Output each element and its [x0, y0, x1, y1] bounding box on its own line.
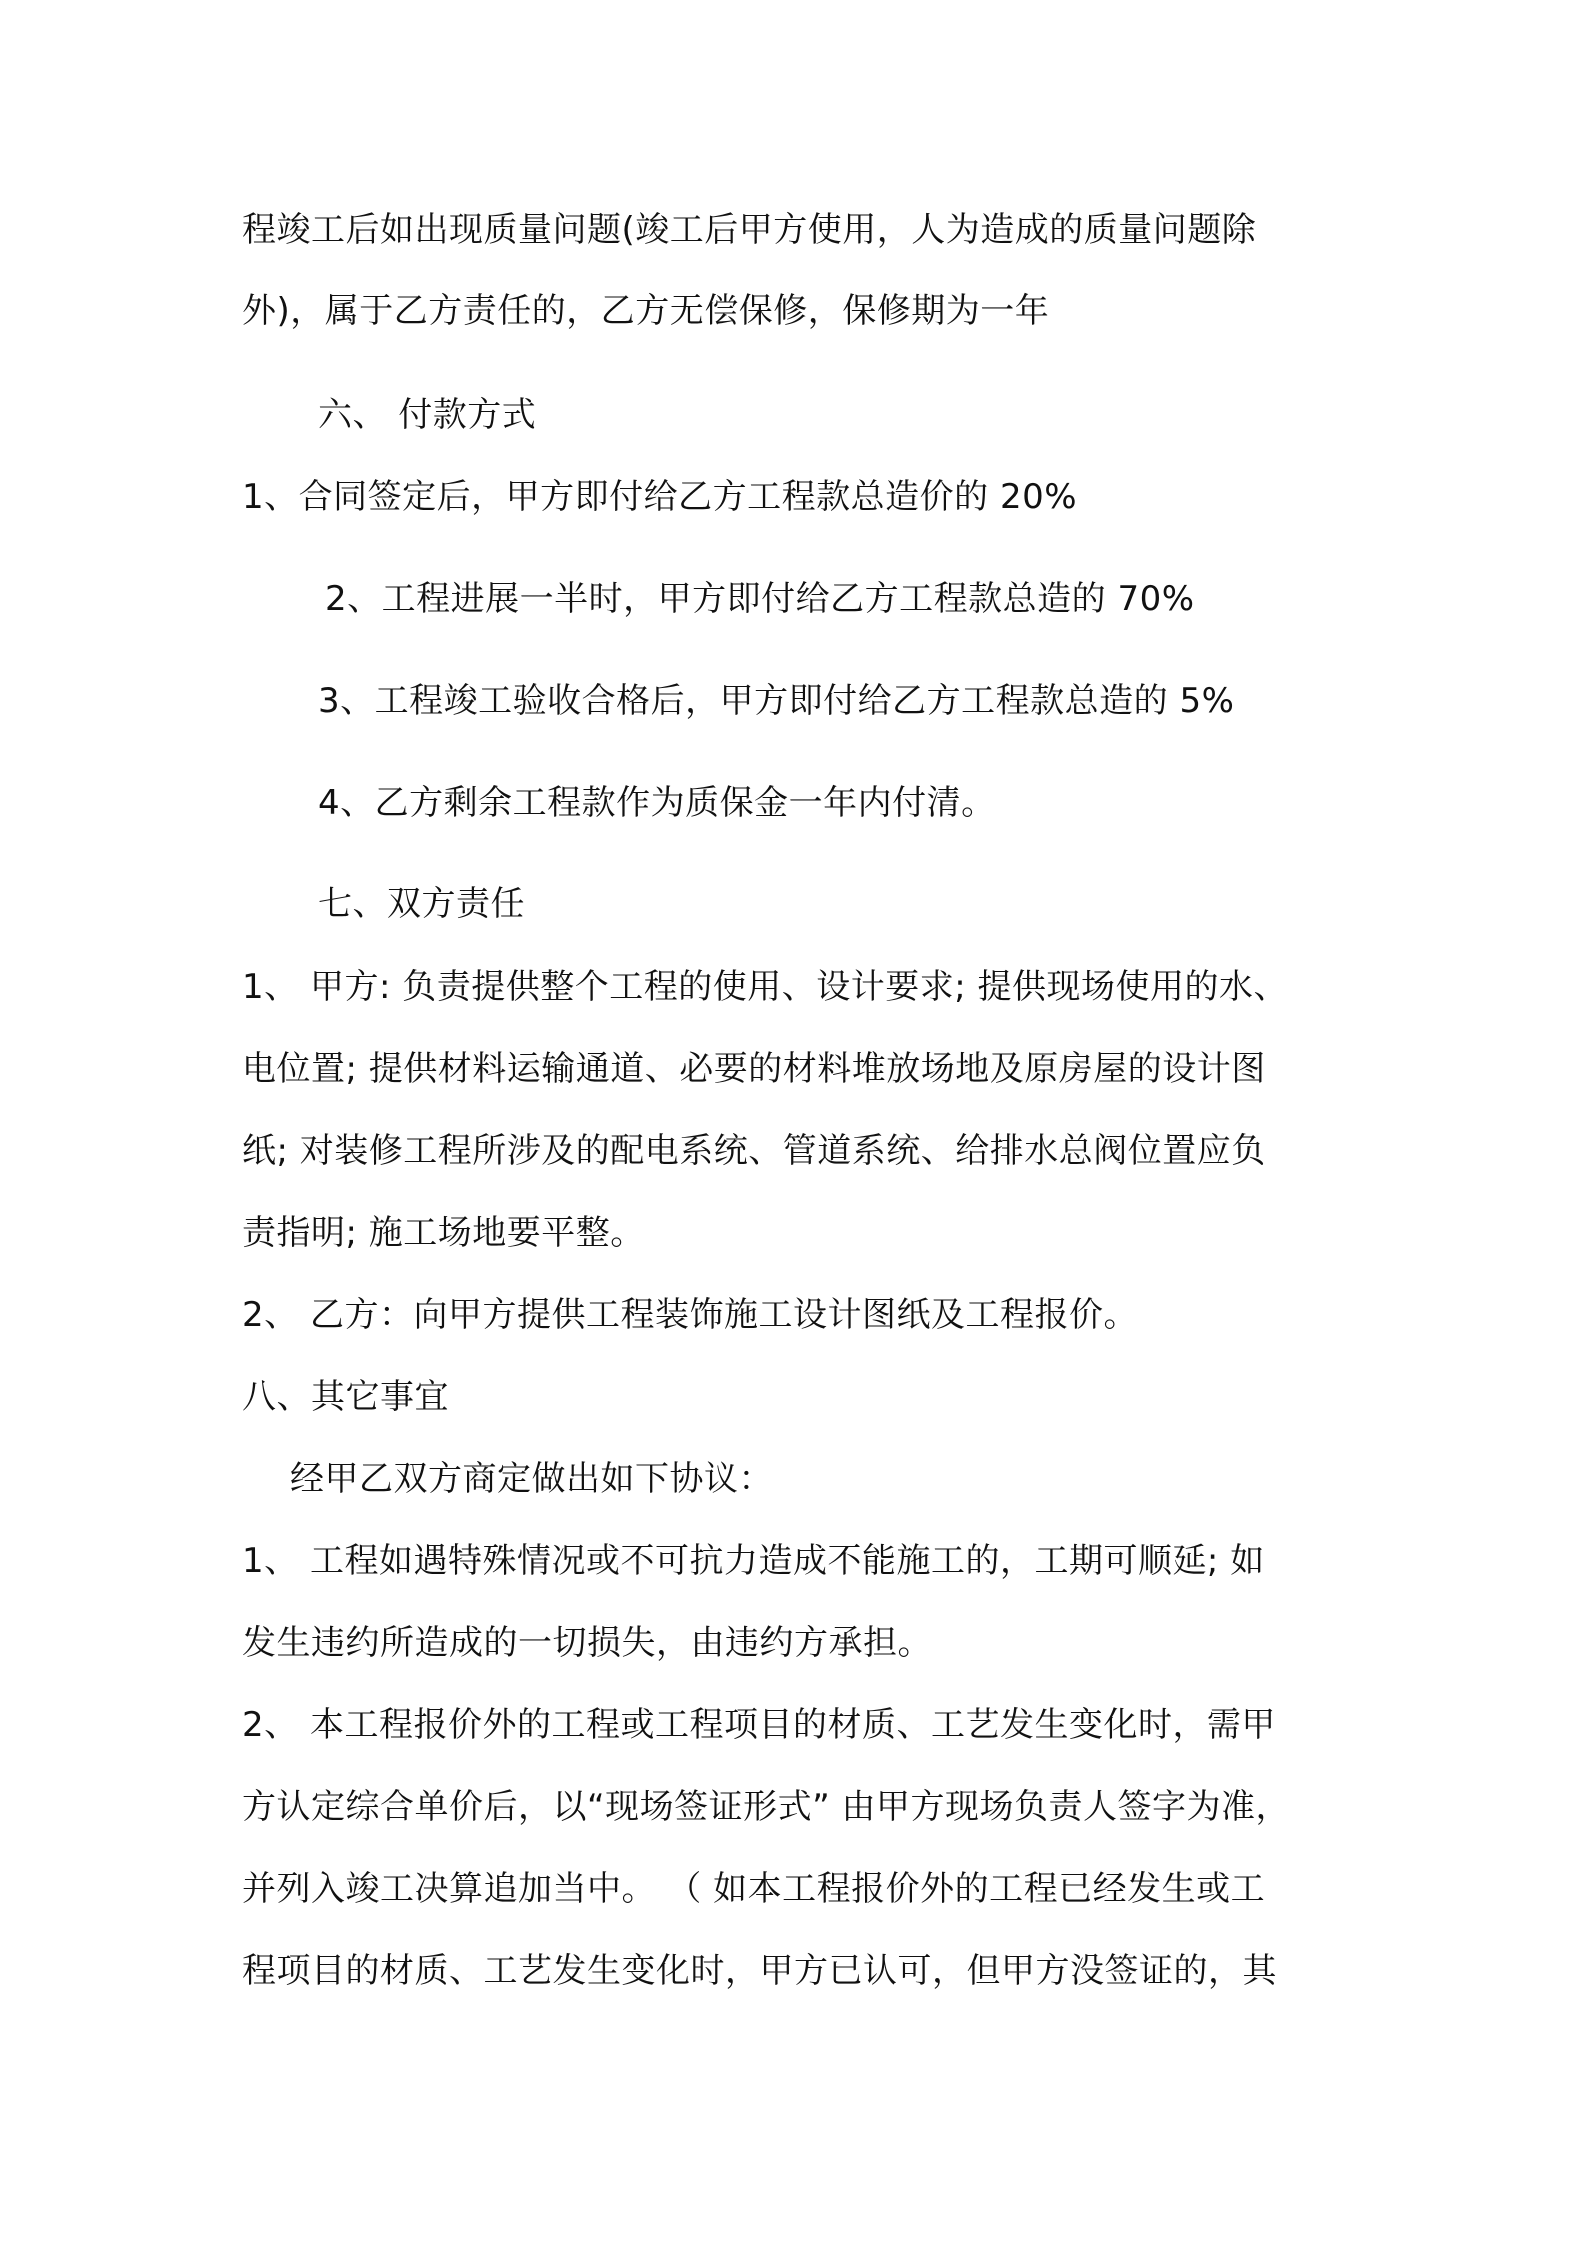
text-line-10: 电位置; 提供材料运输通道、必要的材料堆放场地及原房屋的设计图: [242, 1049, 1266, 1089]
text-line-15: 经甲乙双方商定做出如下协议：: [290, 1459, 773, 1499]
section-heading-payment: 六、 付款方式: [318, 395, 537, 435]
text-line-9: 1、 甲方: 负责提供整个工程的使用、设计要求; 提供现场使用的水、: [242, 967, 1288, 1007]
text-line-20: 并列入竣工决算追加当中。 （ 如本工程报价外的工程已经发生或工: [242, 1869, 1266, 1909]
text-line-11: 纸; 对装修工程所涉及的配电系统、管道系统、给排水总阀位置应负: [242, 1131, 1266, 1171]
text-line-5: 2、工程进展一半时，甲方即付给乙方工程款总造的 70%: [325, 579, 1195, 619]
text-line-12: 责指明; 施工场地要平整。: [242, 1213, 645, 1253]
text-line-2: 外)，属于乙方责任的，乙方无偿保修，保修期为一年: [242, 291, 1050, 331]
text-line-1: 程竣工后如出现质量问题(竣工后甲方使用，人为造成的质量问题除: [242, 210, 1257, 250]
text-line-4: 1、合同签定后，甲方即付给乙方工程款总造价的 20%: [242, 477, 1078, 517]
text-line-7: 4、乙方剩余工程款作为质保金一年内付清。: [318, 783, 996, 823]
section-heading-other: 八、其它事宜: [242, 1377, 449, 1417]
text-line-16: 1、 工程如遇特殊情况或不可抗力造成不能施工的，工期可顺延; 如: [242, 1541, 1265, 1581]
text-line-13: 2、 乙方：向甲方提供工程装饰施工设计图纸及工程报价。: [242, 1295, 1138, 1335]
text-line-6: 3、工程竣工验收合格后，甲方即付给乙方工程款总造的 5%: [318, 681, 1235, 721]
section-heading-responsibilities: 七、双方责任: [318, 884, 525, 924]
text-line-21: 程项目的材质、工艺发生变化时，甲方已认可，但甲方没签证的，其: [242, 1951, 1277, 1991]
text-line-18: 2、 本工程报价外的工程或工程项目的材质、工艺发生变化时，需甲: [242, 1705, 1276, 1745]
text-line-19: 方认定综合单价后，以“现场签证形式” 由甲方现场负责人签字为准，: [242, 1787, 1291, 1827]
text-line-17: 发生违约所造成的一切损失，由违约方承担。: [242, 1623, 932, 1663]
